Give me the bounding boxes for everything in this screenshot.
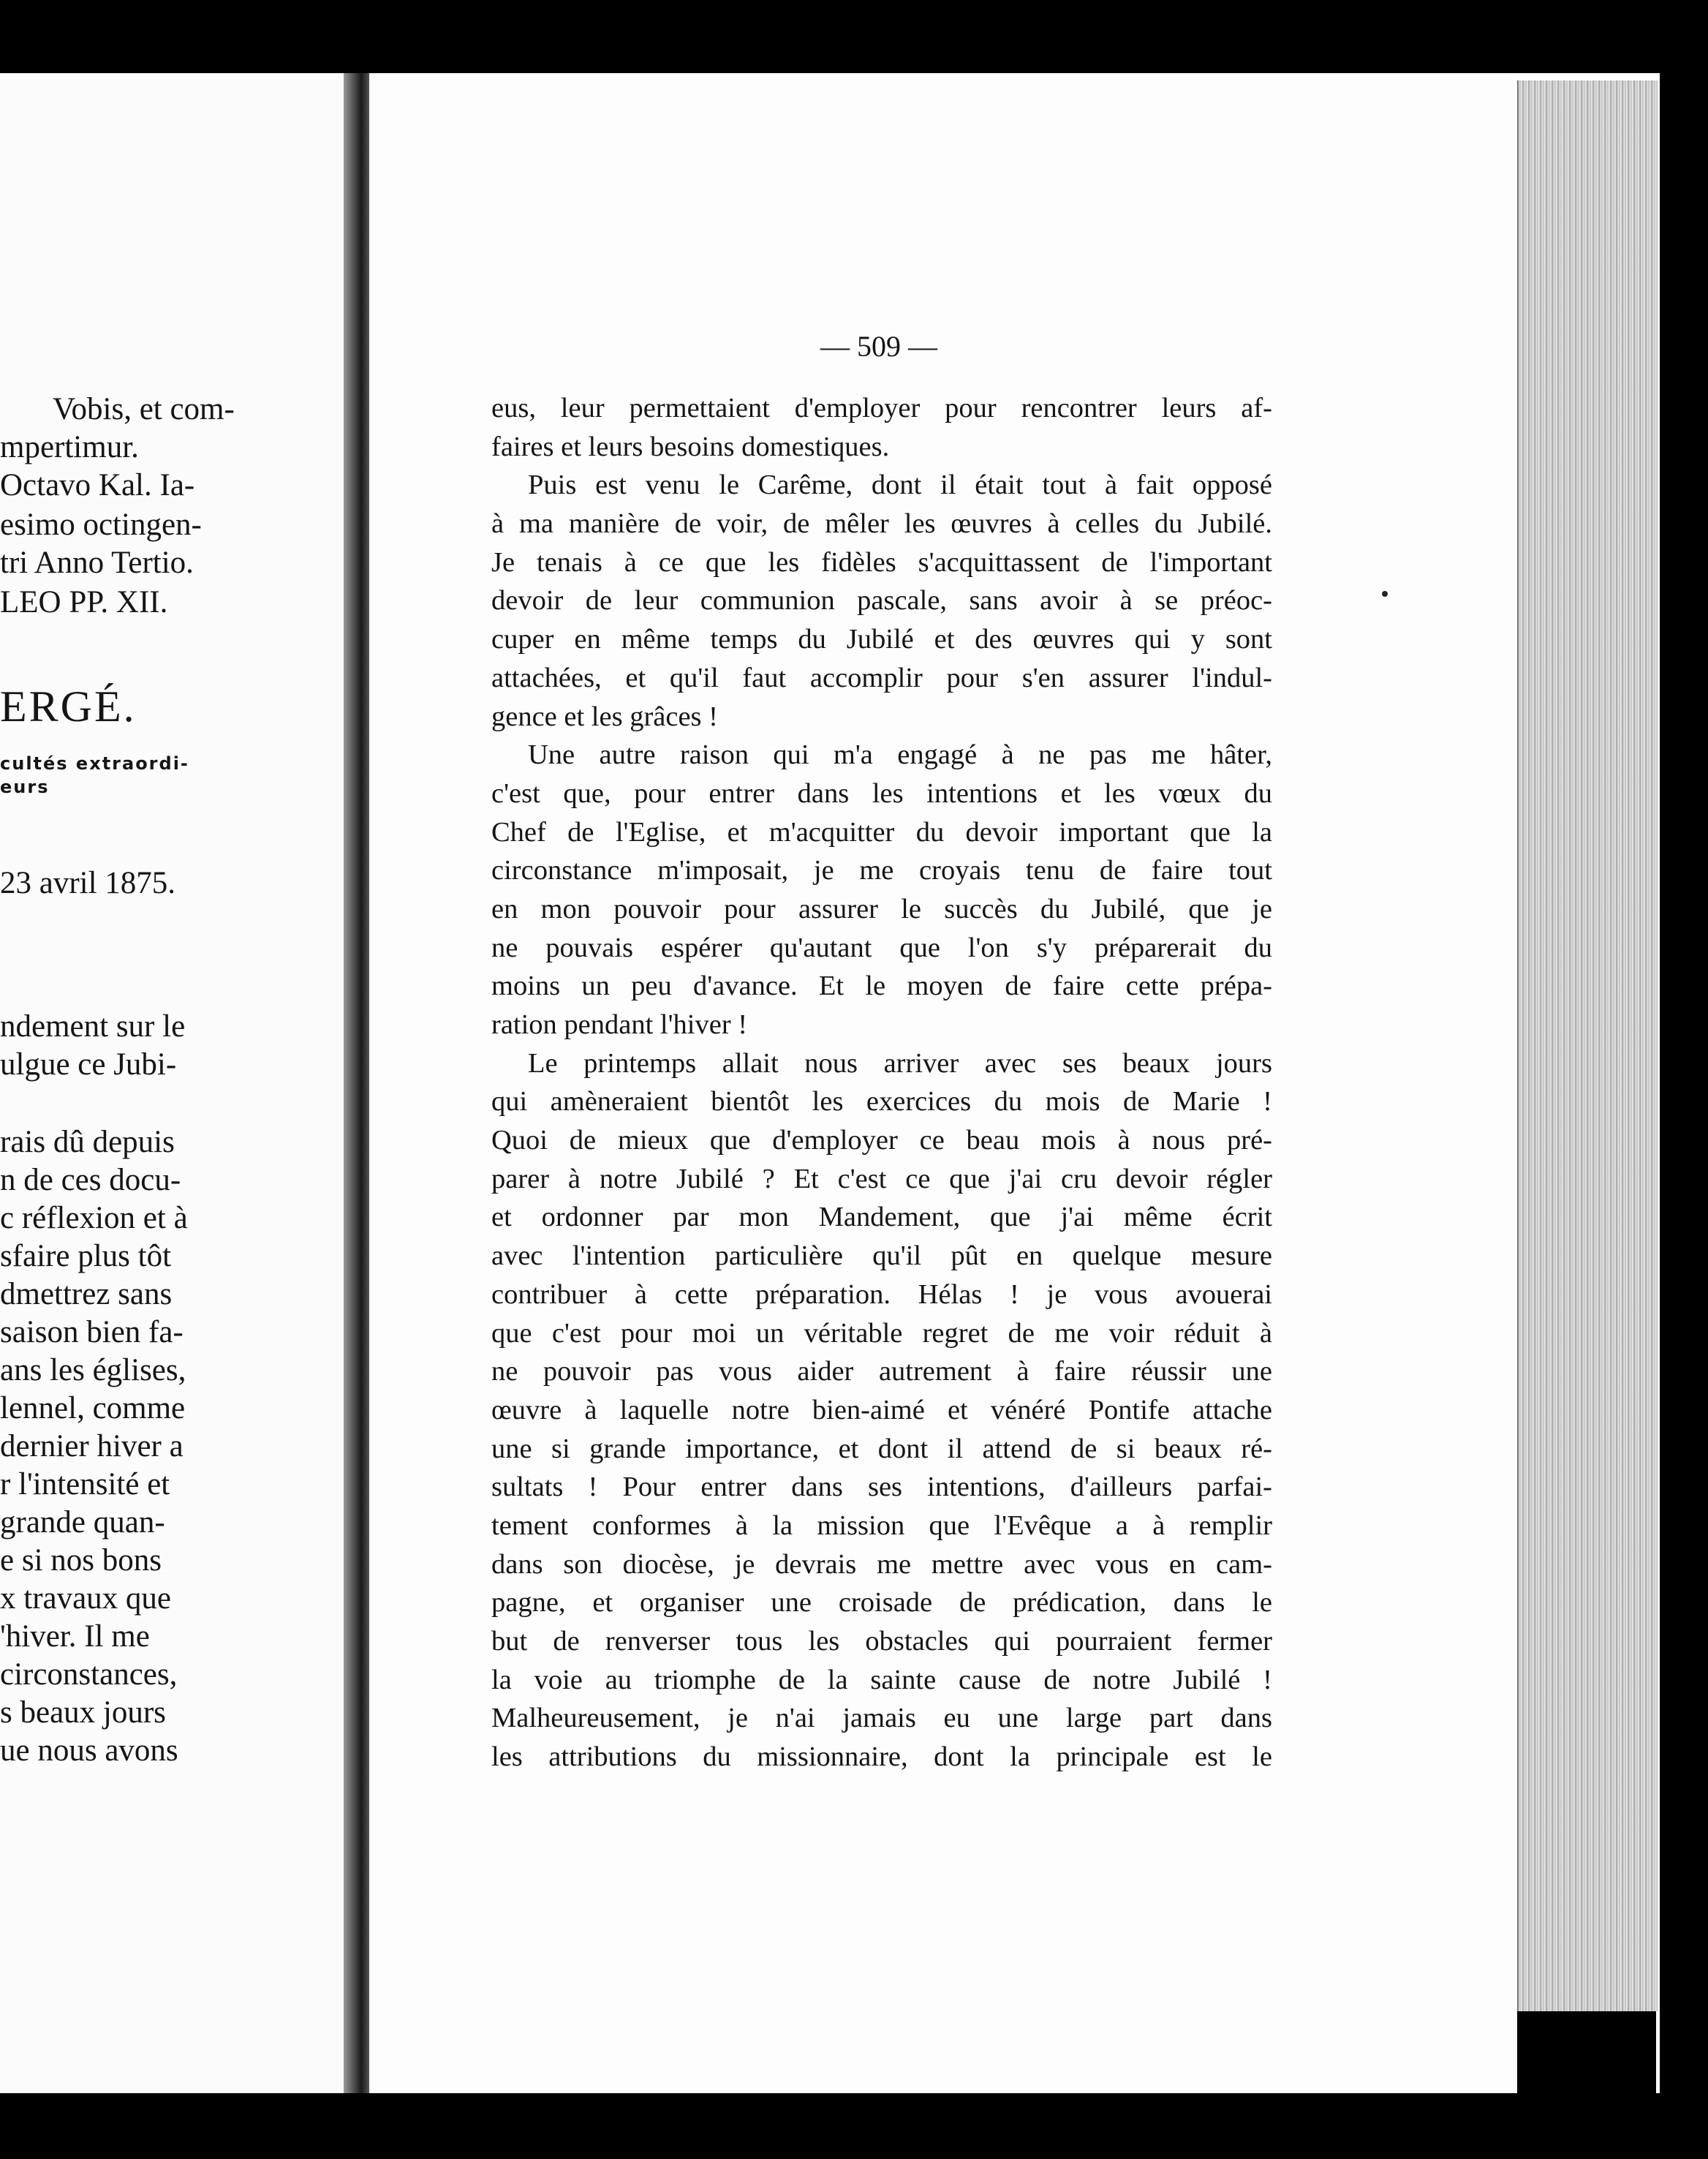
text-line: attachées, et qu'il faut accomplir pour s'en assurer l'indul-	[491, 662, 1272, 693]
left-line: c réflexion et à	[0, 1201, 188, 1235]
left-line: s beaux jours	[0, 1695, 166, 1730]
text-line: contribuer à cette préparation. Hélas ! je vous avouerai	[491, 1278, 1272, 1310]
text-line: sultats ! Pour entrer dans ses intentions, d'ailleurs parfai-	[491, 1472, 1272, 1503]
text-line: eus, leur permettaient d'employer pour rencontrer leurs af-	[491, 393, 1272, 423]
text-line: ration pendant l'hiver !	[491, 1009, 748, 1040]
left-line: n de ces docu-	[0, 1163, 181, 1197]
scan-border-right	[1660, 0, 1708, 2159]
left-line: lennel, comme	[0, 1391, 186, 1425]
left-line: e si nos bons	[0, 1543, 162, 1578]
left-page	[0, 73, 351, 2093]
left-line: rais dû depuis	[0, 1125, 175, 1159]
text-line: qui amèneraient bientôt les exercices du mois de Marie !	[491, 1086, 1272, 1118]
left-subheading: eurs	[0, 777, 50, 797]
left-line: LEO PP. XII.	[0, 585, 168, 619]
text-line: parer à notre Jubilé ? Et c'est ce que j'ai cru devoir régler	[491, 1163, 1272, 1194]
left-line: circonstances,	[0, 1657, 178, 1692]
left-line: esimo octingen-	[0, 508, 202, 542]
scan-border-top	[0, 0, 1708, 73]
page-number: — 509 —	[820, 330, 937, 363]
left-line: ue nous avons	[0, 1733, 178, 1768]
left-line: grande quan-	[0, 1505, 165, 1540]
text-line: tement conformes à la mission que l'Evêque a à remplir	[491, 1510, 1272, 1541]
left-line: tri Anno Tertio.	[0, 546, 194, 580]
book-gutter	[344, 73, 373, 2093]
left-line: saison bien fa-	[0, 1315, 184, 1349]
text-line: gence et les grâces !	[491, 701, 718, 732]
left-line: 'hiver. Il me	[0, 1619, 150, 1654]
text-line: Puis est venu le Carême, dont il était tout à fait opposé	[528, 470, 1272, 501]
body-text	[491, 389, 1272, 1776]
text-line: que c'est pour moi un véritable regret de me voir réduit à	[491, 1317, 1272, 1349]
text-line: en mon pouvoir pour assurer le succès du Jubilé, que je	[491, 893, 1272, 924]
text-line: la voie au triomphe de la sainte cause de notre Jubilé !	[491, 1664, 1272, 1695]
left-line: dernier hiver a	[0, 1429, 184, 1463]
left-line: sfaire plus tôt	[0, 1239, 172, 1273]
left-date: 23 avril 1875.	[0, 866, 176, 900]
text-line: œuvre à laquelle notre bien-aimé et vénéré Pontife attache	[491, 1394, 1272, 1425]
left-line: ulgue ce Jubi-	[0, 1047, 177, 1082]
text-line: Chef de l'Eglise, et m'acquitter du devoir important que la	[491, 816, 1272, 848]
text-line: ne pouvais espérer qu'autant que l'on s'y préparerait du	[491, 932, 1272, 963]
text-line: cuper en même temps du Jubilé et des œuvres qui y sont	[491, 624, 1272, 655]
left-line: r l'intensité et	[0, 1467, 170, 1501]
text-line: à ma manière de voir, de mêler les œuvres à celles du Jubilé.	[491, 508, 1272, 540]
text-line: but de renverser tous les obstacles qui pourraient fermer	[491, 1626, 1272, 1657]
book-page-edges	[1517, 80, 1658, 2011]
text-line: devoir de leur communion pascale, sans avoir à se préoc-	[491, 585, 1272, 617]
scan-speck	[1382, 591, 1388, 597]
left-line: mpertimur.	[0, 430, 139, 464]
text-line: c'est que, pour entrer dans les intentions et les vœux du	[491, 777, 1272, 809]
text-line: une si grande importance, et dont il attend de si beaux ré-	[491, 1433, 1272, 1464]
left-line: x travaux que	[0, 1581, 172, 1616]
left-line: Vobis, et com-	[53, 392, 235, 426]
text-line: moins un peu d'avance. Et le moyen de faire cette prépa-	[491, 971, 1272, 1002]
scan-border-bottom	[0, 2093, 1708, 2159]
left-line: Octavo Kal. Ia-	[0, 468, 195, 502]
left-heading: ERGÉ.	[0, 682, 137, 731]
left-line: ndement sur le	[0, 1009, 186, 1044]
text-line: Le printemps allait nous arriver avec ses beaux jours	[528, 1047, 1272, 1079]
left-line: ans les églises,	[0, 1353, 186, 1387]
left-line: dmettrez sans	[0, 1277, 173, 1311]
text-line: avec l'intention particulière qu'il pût en quelque mesure	[491, 1240, 1272, 1272]
text-line: et ordonner par mon Mandement, que j'ai même écrit	[491, 1202, 1272, 1233]
text-line: Je tenais à ce que les fidèles s'acquittassent de l'important	[491, 546, 1272, 578]
book-page-edges-foot	[1517, 2011, 1656, 2093]
text-line: les attributions du missionnaire, dont la principale est le	[491, 1741, 1272, 1773]
left-subheading: cultés extraordi-	[0, 753, 189, 774]
text-line: Une autre raison qui m'a engagé à ne pas me hâter,	[528, 739, 1272, 771]
text-line: pagne, et organiser une croisade de prédication, dans le	[491, 1587, 1272, 1619]
text-line: circonstance m'imposait, je me croyais tenu de faire tout	[491, 855, 1272, 886]
text-line: Quoi de mieux que d'employer ce beau mois à nous pré-	[491, 1125, 1272, 1156]
text-line: ne pouvoir pas vous aider autrement à faire réussir une	[491, 1356, 1272, 1387]
text-line: dans son diocèse, je devrais me mettre avec vous en cam-	[491, 1548, 1272, 1580]
text-line: Malheureusement, je n'ai jamais eu une large part dans	[491, 1703, 1272, 1734]
text-line: faires et leurs besoins domestiques.	[491, 431, 890, 462]
